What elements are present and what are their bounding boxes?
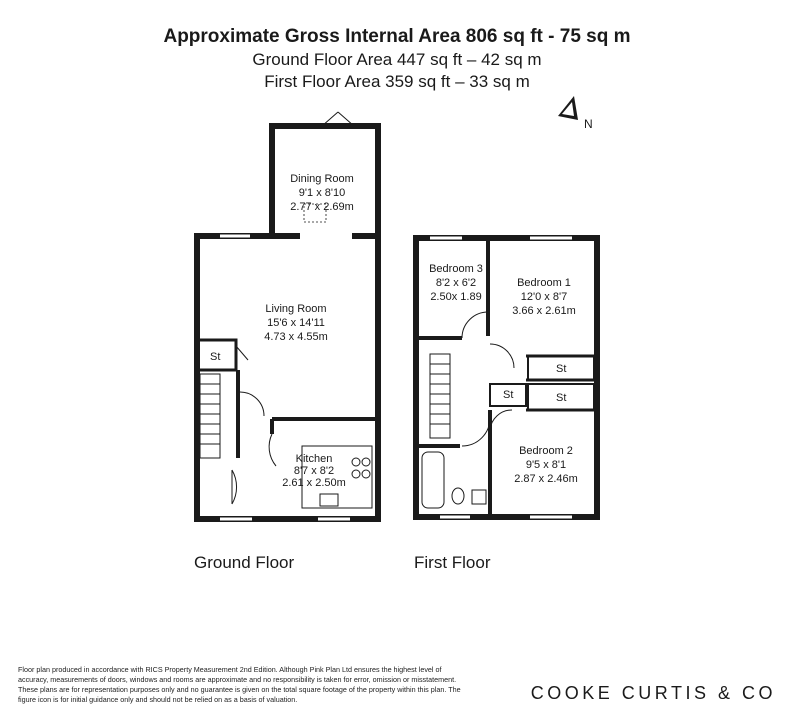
bedroom-3-metric: 2.50x 1.89 [430,291,482,303]
bedroom-3-name: Bedroom 3 [429,263,483,275]
living-room-imperial: 15'6 x 14'11 [267,317,325,329]
bedroom-1-metric: 3.66 x 2.61m [512,305,576,317]
bedroom-2-name: Bedroom 2 [519,445,573,457]
living-room-name: Living Room [265,303,327,315]
kitchen-name: Kitchen [295,453,333,465]
disclaimer-text: Floor plan produced in accordance with RICS Property Measurement 2nd Edition. Although Pink Plan Ltd ensures the highest level of accuracy, measurements of doors, windows and rooms are approximate and no responsibility is taken for error, omission or misstatement. These plans are for representation purposes only and no guarantee is given on the total square footage of the property within this plan. The figure icon is for initial guidance only and should not be relied on as a basis of valuation. [18,665,461,704]
brand-logo-text: COOKE CURTIS & CO [530,683,776,703]
kitchen-imperial: 8'7 x 8'2 [293,465,335,477]
first-store-1-label: St [556,363,567,375]
title-total-area: Approximate Gross Internal Area 806 sq ft - 75 sq m [163,26,631,47]
first-store-3-label: St [503,389,514,401]
ground-floor-label: Ground Floor [194,553,295,572]
bedroom-1-imperial: 12'0 x 8'7 [520,291,568,303]
first-store-2-label: St [556,392,567,404]
dining-room-metric: 2.77 x 2.69m [290,201,354,213]
first-floor-label: First Floor [414,553,491,572]
bedroom-1-name: Bedroom 1 [517,277,571,289]
ground-store-label: St [210,351,221,363]
compass-icon [558,96,593,131]
living-room-metric: 4.73 x 4.55m [264,331,328,343]
dining-room-name: Dining Room [290,173,354,185]
ground-floor-area: Ground Floor Area 447 sq ft – 42 sq m [252,50,542,69]
first-floor-area: First Floor Area 359 sq ft – 33 sq m [264,72,530,91]
bedroom-3-imperial: 8'2 x 6'2 [435,277,477,289]
dining-room-imperial: 9'1 x 8'10 [298,187,346,199]
compass-north-label: N [584,117,593,131]
bedroom-2-imperial: 9'5 x 8'1 [525,459,567,471]
bedroom-2-metric: 2.87 x 2.46m [514,473,578,485]
kitchen-metric: 2.61 x 2.50m [282,477,346,489]
